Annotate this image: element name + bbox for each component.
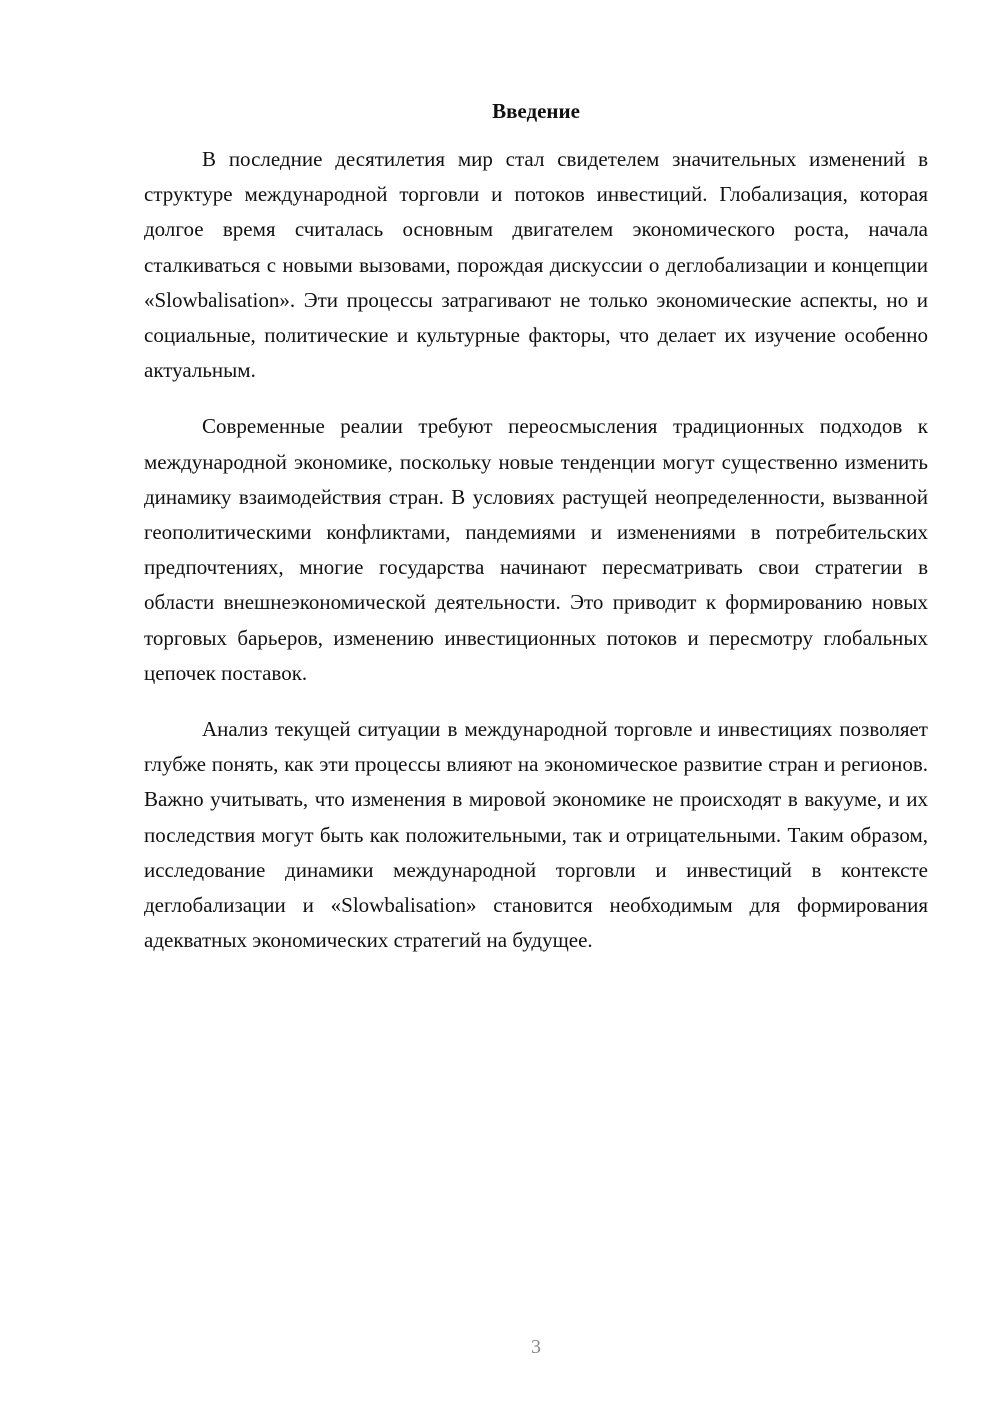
- document-body: [144, 142, 928, 958]
- paragraph-2: Современные реалии требуют переосмысления традиционных подходов к международной экономике, поскольку новые тенденции могут существенно изменить динамику взаимодействия стран. В условиях растущей неопределенности, вызванной геополитическими конфликтами, пандемиями и изменениями в потребительских предпочтениях, многие государства начинают пересматривать свои стратегии в области внешнеэкономической деятельности. Это приводит к формированию новых торговых барьеров, изменению инвестиционных потоков и пересмотру глобальных цепочек поставок.: [144, 414, 928, 685]
- page-number: 3: [531, 1336, 541, 1358]
- paragraph-3: Анализ текущей ситуации в международной торговле и инвестициях позволяет глубже понять, как эти процессы влияют на экономическое развитие стран и регионов. Важно учитывать, что изменения в мировой экономике не происходят в вакууме, и их последствия могут быть как положительными, так и отрицательными. Таким образом, исследование динамики международной торговли и инвестиций в контексте деглобализации и «Slowbalisation» становится необходимым для формирования адекватных экономических стратегий на будущее.: [144, 717, 928, 953]
- paragraph-1: В последние десятилетия мир стал свидетелем значительных изменений в структуре международной торговли и потоков инвестиций. Глобализация, которая долгое время считалась основным двигателем экономического роста, начала сталкиваться с новыми вызовами, порождая дискуссии о деглобализации и концепции «Slowbalisation». Эти процессы затрагивают не только экономические аспекты, но и социальные, политические и культурные факторы, что делает их изучение особенно актуальным.: [144, 147, 928, 383]
- section-title: Введение: [492, 99, 580, 123]
